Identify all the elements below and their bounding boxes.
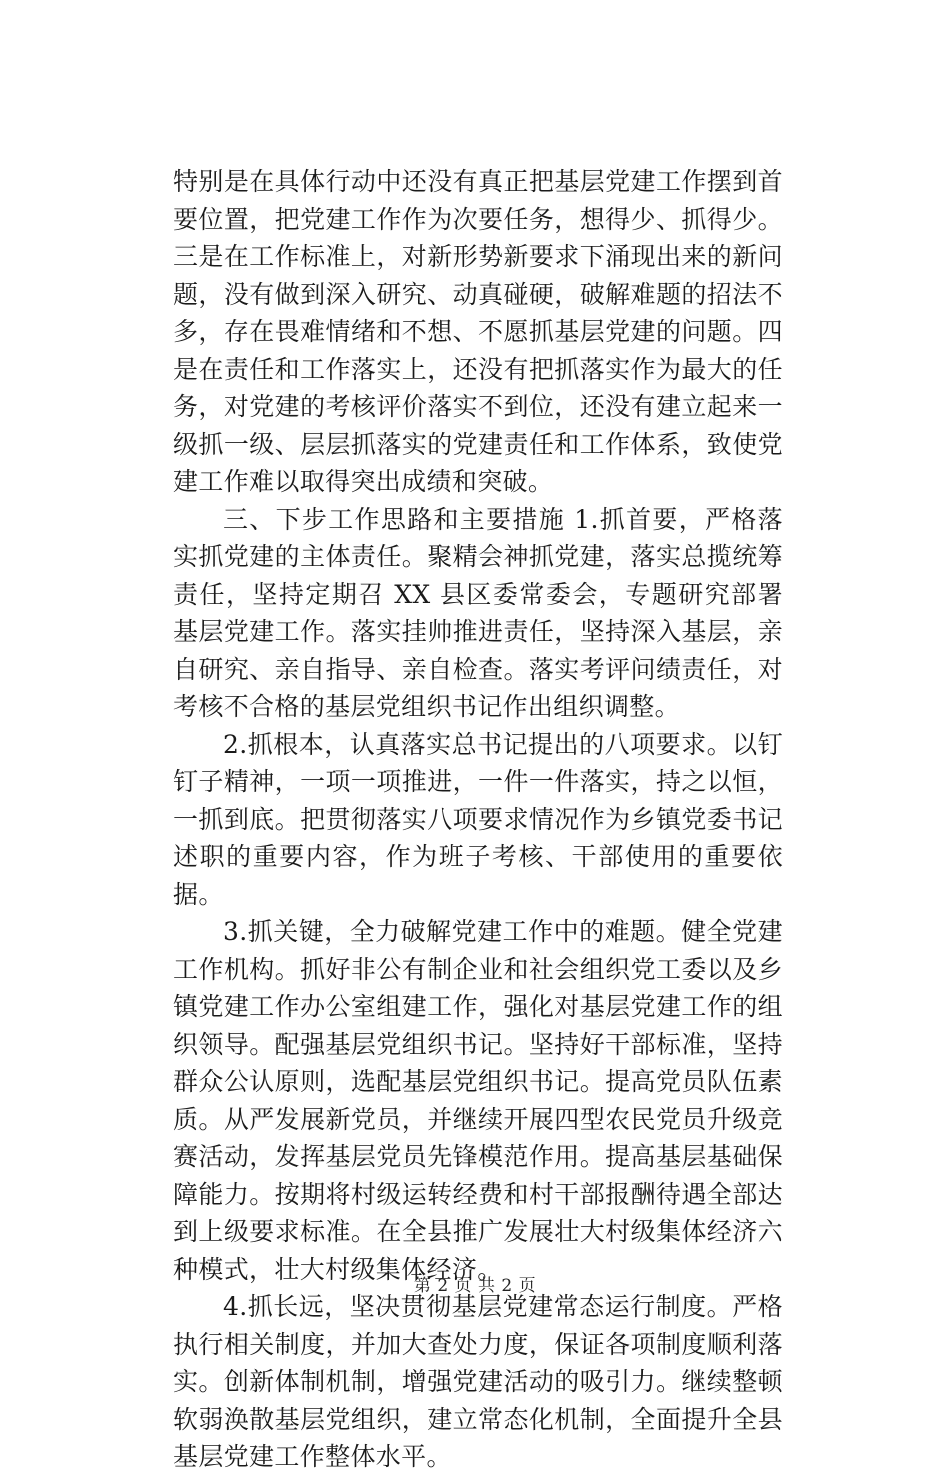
paragraph-measure-3: 3.抓关键，全力破解党建工作中的难题。健全党建工作机构。抓好非公有制企业和社会组织党工委以及乡镇党建工作办公室组建工作，强化对基层党建工作的组织领导。配强基层党组织书记。坚持好干部标准，坚持群众公认原则，选配基层党组织书记。提高党员队伍素质。从严发展新党员，并继续开展四型农民党员升级竞赛活动，发挥基层党员先锋模范作用。提高基层基础保障能力。按期将村级运转经费和村干部报酬待遇全部达到上级要求标准。在全县推广发展壮大村级集体经济六种模式，壮大村级集体经济。 (173, 917, 783, 1284)
paragraph-measure-1: 三、下步工作思路和主要措施 1.抓首要，严格落实抓党建的主体责任。聚精会神抓党建，落实总揽统筹责任，坚持定期召 XX 县区委常委会，专题研究部署基层党建工作。落实挂帅推进责任，坚持深入基层，亲自研究、亲自指导、亲自检查。落实考评问绩责任，对考核不合格的基层党组织书记作出组织调整。 (173, 504, 783, 721)
paragraph-measure-2: 2.抓根本，认真落实总书记提出的八项要求。以钉钉子精神，一项一项推进，一件一件落实，持之以恒，一抓到底。把贯彻落实八项要求情况作为乡镇党委书记述职的重要内容，作为班子考核、干部使用的重要依据。 (173, 729, 783, 909)
page-number-footer: 第 2 页 共 2 页 (413, 1276, 537, 1296)
paragraph-measure-4: 4.抓长远，坚决贯彻基层党建常态运行制度。严格执行相关制度，并加大查处力度，保证各项制度顺利落实。创新体制机制，增强党建活动的吸引力。继续整顿软弱涣散基层党组织，建立常态化机制，全面提升全县基层党建工作整体水平。 (173, 1292, 783, 1471)
paragraph-problems-continued: 特别是在具体行动中还没有真正把基层党建工作摆到首要位置，把党建工作作为次要任务，想得少、抓得少。三是在工作标准上，对新形势新要求下涌现出来的新问题，没有做到深入研究、动真碰硬，破解难题的招法不多，存在畏难情绪和不想、不愿抓基层党建的问题。四是在责任和工作落实上，还没有把抓落实作为最大的任务，对党建的考核评价落实不到位，还没有建立起来一级抓一级、层层抓落实的党建责任和工作体系，致使党建工作难以取得突出成绩和突破。 (173, 167, 783, 496)
